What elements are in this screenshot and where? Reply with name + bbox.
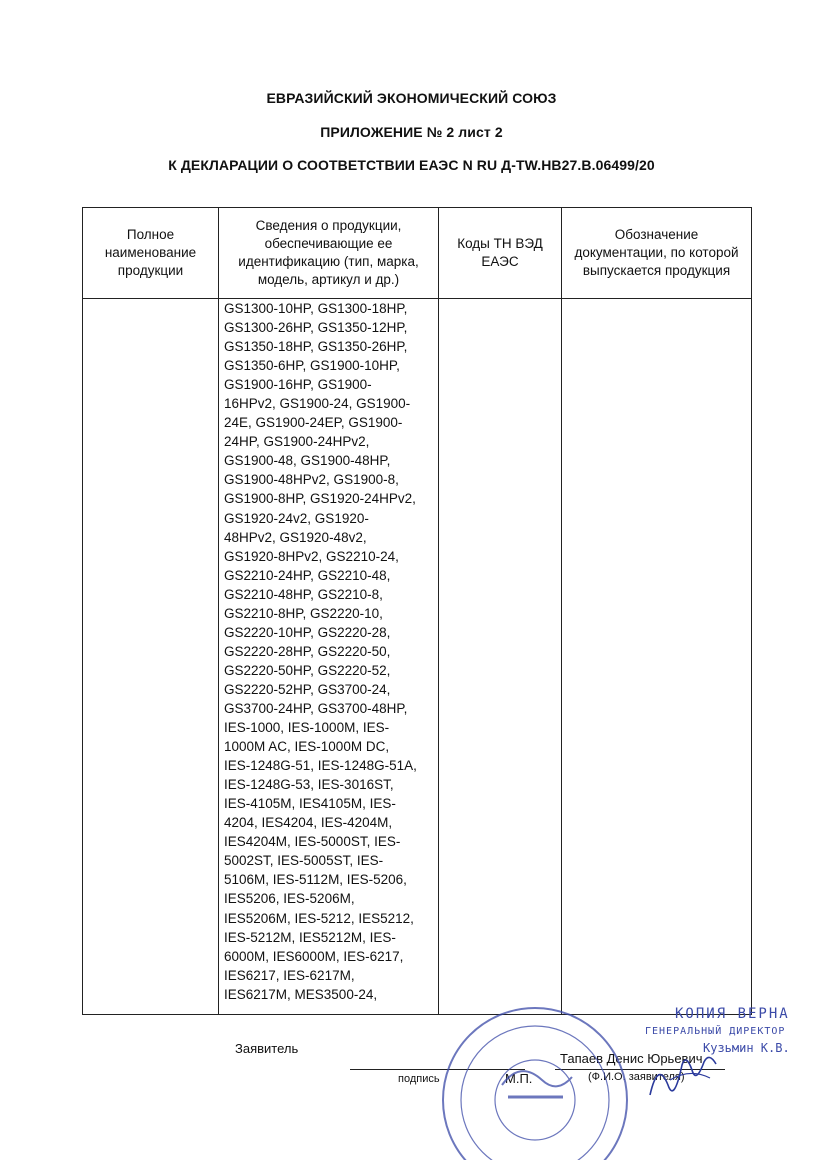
- applicant-name: Тапаев Денис Юрьевич: [560, 1051, 703, 1066]
- name-caption: (Ф.И.О. заявителя): [588, 1071, 685, 1083]
- cell-full-name: [83, 299, 219, 1015]
- col-header-identification: Сведения о продукции, обеспечивающие ее идентификацию (тип, марка, модель, артикул и др.): [219, 208, 439, 299]
- seal-label: М.П.: [505, 1071, 533, 1086]
- col-header-full-name: Полное наименование продукции: [83, 208, 219, 299]
- applicant-label: Заявитель: [235, 1041, 299, 1056]
- cell-documentation: [562, 299, 752, 1015]
- union-title: ЕВРАЗИЙСКИЙ ЭКОНОМИЧЕСКИЙ СОЮЗ: [266, 90, 557, 106]
- table-header-row: [83, 208, 752, 299]
- appendix-title: ПРИЛОЖЕНИЕ № 2 лист 2: [320, 124, 503, 140]
- products-table: [82, 207, 752, 1015]
- copy-stamp-line2: ГЕНЕРАЛЬНЫЙ ДИРЕКТОР: [645, 1026, 786, 1037]
- cell-tn-ved: [439, 299, 562, 1015]
- declaration-title: К ДЕКЛАРАЦИИ О СООТВЕТСТВИИ ЕАЭС N RU Д-TW.НВ27.В.06499/20: [168, 157, 655, 173]
- table-row: [83, 299, 752, 1015]
- cell-identification: GS1300-10HP, GS1300-18HP, GS1300-26HP, GS1350-12HP, GS1350-18HP, GS1350-26HP, GS1350-6HP, GS1900-10HP, GS1900-16HP, GS1900- 16HPv2, GS1900-24, GS1900- 24E, GS1900-24EP, GS1900- 24HP, GS1900-24HPv2, GS1900-48, GS1900-48HP, GS1900-48HPv2, GS1900-8, GS1900-8HP, GS1920-24HPv2, GS1920-24v2, GS1920- 48HPv2, GS1920-48v2, GS1920-8HPv2, GS2210-24, GS2210-24HP, GS2210-48, GS2210-48HP, GS2210-8, GS2210-8HP, GS2220-10, GS2220-10HP, GS2220-28, GS2220-28HP, GS2220-50, GS2220-50HP, GS2220-52, GS2220-52HP, GS3700-24, GS3700-24HP, GS3700-48HP, IES-1000, IES-1000M, IES- 1000M AC, IES-1000M DC, IES-1248G-51, IES-1248G-51A, IES-1248G-53, IES-3016ST, IES-4105M, IES4105M, IES- 4204, IES4204, IES-4204M, IES4204M, IES-5000ST, IES- 5002ST, IES-5005ST, IES- 5106M, IES-5112M, IES-5206, IES5206, IES-5206M, IES5206M, IES-5212, IES5212, IES-5212M, IES5212M, IES- 6000M, IES6000M, IES-6217, IES6217, IES-6217M, IES6217M, MES3500-24,: [219, 299, 439, 1015]
- copy-stamp-line1: КОПИЯ ВЕРНА: [675, 1006, 790, 1022]
- signature-caption: подпись: [398, 1073, 440, 1085]
- copy-stamp-line3: Кузьмин К.В.: [703, 1041, 790, 1055]
- company-seal-image: [430, 1005, 645, 1160]
- col-header-tn-ved: Коды ТН ВЭД ЕАЭС: [439, 208, 562, 299]
- col-header-documentation: Обозначение документации, по которой выпускается продукция: [562, 208, 752, 299]
- handwritten-signature-image: [640, 1040, 730, 1110]
